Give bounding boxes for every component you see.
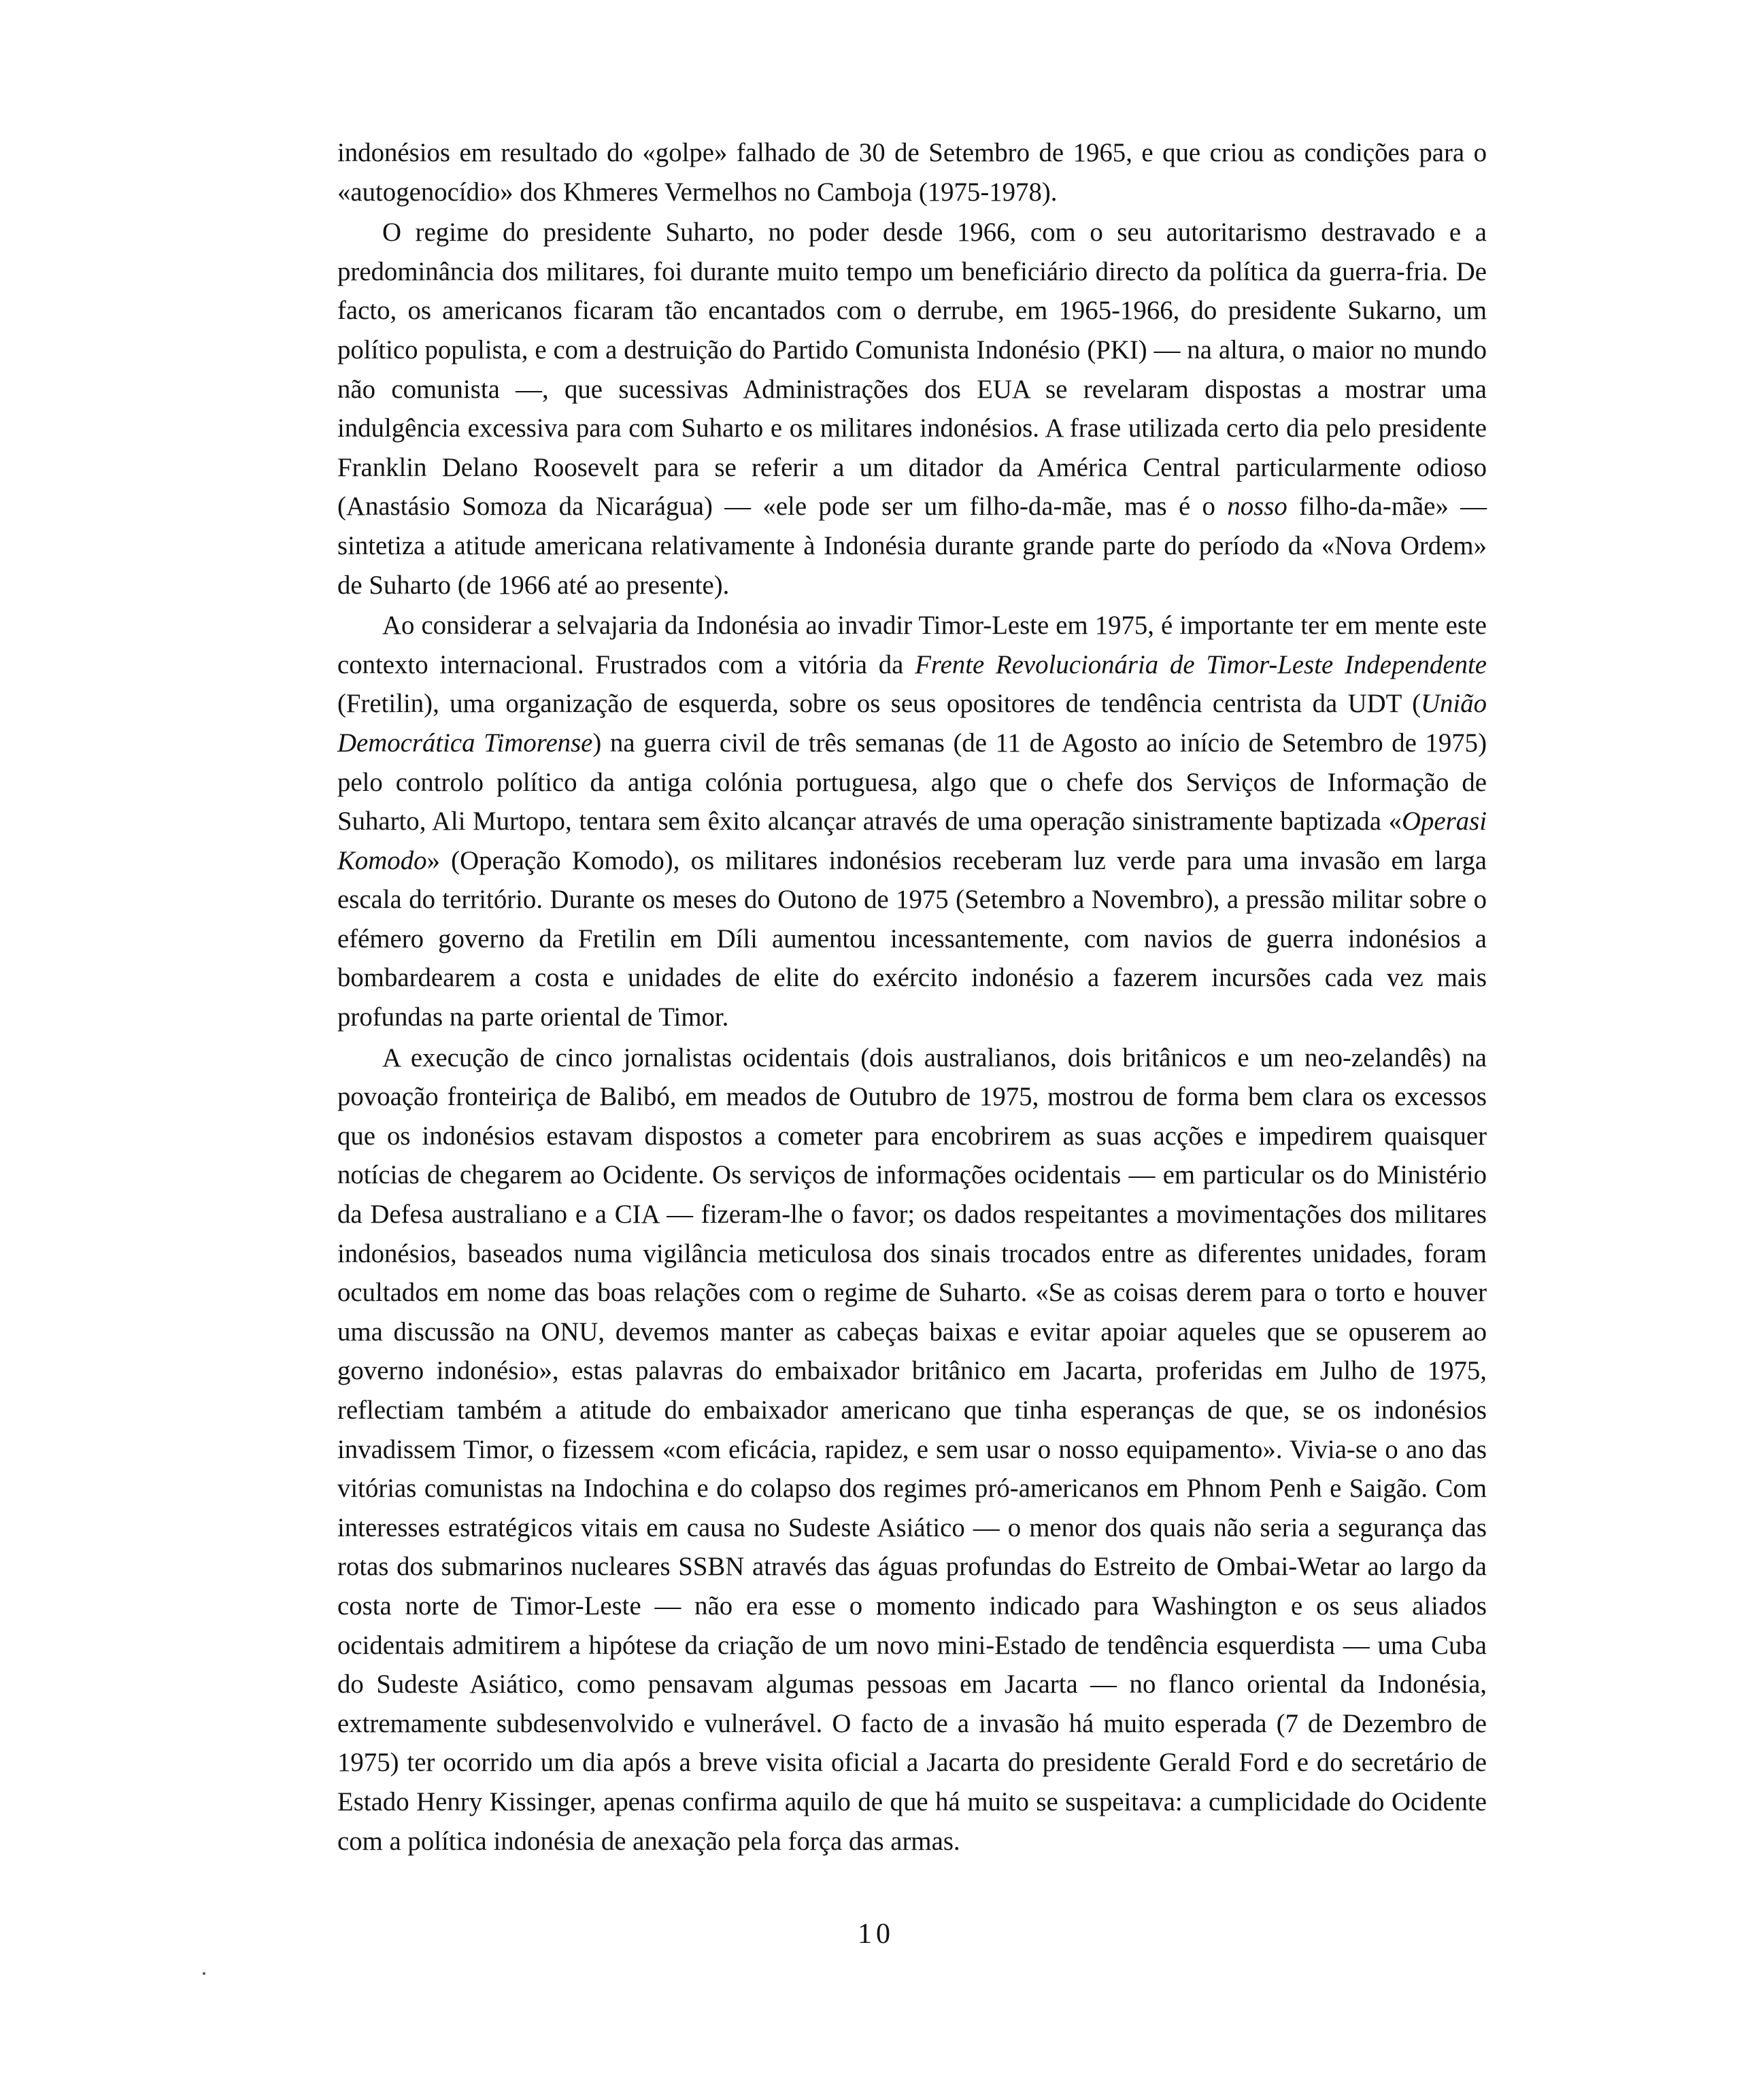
paragraph-3 bbox=[337, 606, 1487, 1037]
text-run: ) na guerra civil de três semanas (de 11 de Agosto ao início de Setembro de 1975) pelo controlo político da antiga colónia portuguesa, algo que o chefe dos Serviços de Informação de Suharto, Ali Murtopo, tentara sem êxito alcançar através de uma operação sinistramente baptizada « bbox=[337, 728, 1487, 836]
text-run: filho-da-mãe» — sintetiza a atitude americana relativamente à Indonésia durante grande parte do período da «Nova Ordem» de Suharto (de 1966 até ao presente). bbox=[337, 492, 1487, 600]
scan-speck bbox=[203, 1972, 205, 1975]
paragraph-2 bbox=[337, 213, 1487, 605]
page-number: 10 bbox=[858, 1918, 894, 1950]
text-run: A execução de cinco jornalistas ocidentais (dois australianos, dois britânicos e um neo-zelandês) na povoação fronteiriça de Balibó, em meados de Outubro de 1975, mostrou de forma bem clara os excessos que os indonésios estavam dispostos a cometer para encobrirem as suas acções e impedirem quaisquer notícias de chegarem ao Ocidente. Os serviços de informações ocidentais — em particular os do Ministério da Defesa australiano e a CIA — fizeram-lhe o favor; os dados respeitantes a movimentações dos militares indonésios, baseados numa vigilância meticulosa dos sinais trocados entre as diferentes unidades, foram ocultados em nome das boas relações com o regime de Suharto. «Se as coisas derem para o torto e houver uma discussão na ONU, devemos manter as cabeças baixas e evitar apoiar aqueles que se opuserem ao governo indonésio», estas palavras do embaixador britânico em Jacarta, proferidas em Julho de 1975, reflectiam também a atitude do embaixador americano que tinha esperanças de que, se os indonésios invadissem Timor, o fizessem «com eficácia, rapidez, e sem usar o nosso equipamento». Vivia-se o ano das vitórias comunistas na Indochina e do colapso dos regimes pró-americanos em Phnom Penh e Saigão. Com interesses estratégicos vitais em causa no Sudeste Asiático — o menor dos quais não seria a segurança das rotas dos submarinos nucleares SSBN através das águas profundas do Estreito de Ombai-Wetar ao largo da costa norte de Timor-Leste — não era esse o momento indicado para Washington e os seus aliados ocidentais admitirem a hipótese da criação de um novo mini-Estado de tendência esquerdista — uma Cuba do Sudeste Asiático, como pensavam algumas pessoas em Jacarta — no flanco oriental da Indonésia, extremamente subdesenvolvido e vulnerável. O facto de a invasão há muito esperada (7 de Dezembro de 1975) ter ocorrido um dia após a breve visita oficial a Jacarta do presidente Gerald Ford e do secretário de Estado Henry Kissinger, apenas confirma aquilo de que há muito se suspeitava: a cumplicidade do Ocidente com a política indonésia de anexação pela força das armas. bbox=[337, 1043, 1487, 1856]
italic-run: nosso bbox=[1227, 492, 1287, 522]
text-run: O regime do presidente Suharto, no poder desde 1966, com o seu autoritarismo destravado e a predominância dos militares, foi durante muito tempo um beneficiário directo da política da guerra-fria. De facto, os americanos ficaram tão encantados com o derrube, em 1965-1966, do presidente Sukarno, um político populista, e com a destruição do Partido Comunista Indonésio (PKI) — na altura, o maior no mundo não comunista —, que sucessivas Administrações dos EUA se revelaram dispostas a mostrar uma indulgência excessiva para com Suharto e os militares indonésios. A frase utilizada certo dia pelo presidente Franklin Delano Roosevelt para se referir a um ditador da América Central particularmente odioso (Anastásio Somoza da Nicarágua) — «ele pode ser um filho-da-mãe, mas é o bbox=[337, 218, 1487, 522]
italic-run: Operasi Komodo bbox=[337, 807, 1487, 875]
paragraph-1 bbox=[337, 133, 1487, 211]
paragraph-4 bbox=[337, 1038, 1487, 1861]
italic-run: União Democrática Timorense bbox=[337, 689, 1487, 758]
text-run: Ao considerar a selvajaria da Indonésia ao invadir Timor-Leste em 1975, é importante ter em mente este contexto internacional. Frustrados com a vitória da bbox=[337, 611, 1487, 679]
text-run: (Fretilin), uma organização de esquerda, sobre os seus opositores de tendência centrista da UDT ( bbox=[337, 689, 1421, 719]
text-run: indonésios em resultado do «golpe» falhado de 30 de Setembro de 1965, e que criou as condições para o «autogenocídio» dos Khmeres Vermelhos no Camboja (1975-1978). bbox=[337, 138, 1487, 207]
text-run: » (Operação Komodo), os militares indonésios receberam luz verde para uma invasão em larga escala do território. Durante os meses do Outono de 1975 (Setembro a Novembro), a pressão militar sobre o efémero governo da Fretilin em Díli aumentou incessantemente, com navios de guerra indonésios a bombardearem a costa e unidades de elite do exército indonésio a fazerem incursões cada vez mais profundas na parte oriental de Timor. bbox=[337, 845, 1487, 1032]
italic-run: Frente Revolucionária de Timor-Leste Independente bbox=[915, 649, 1487, 679]
body-text bbox=[337, 133, 1487, 1861]
